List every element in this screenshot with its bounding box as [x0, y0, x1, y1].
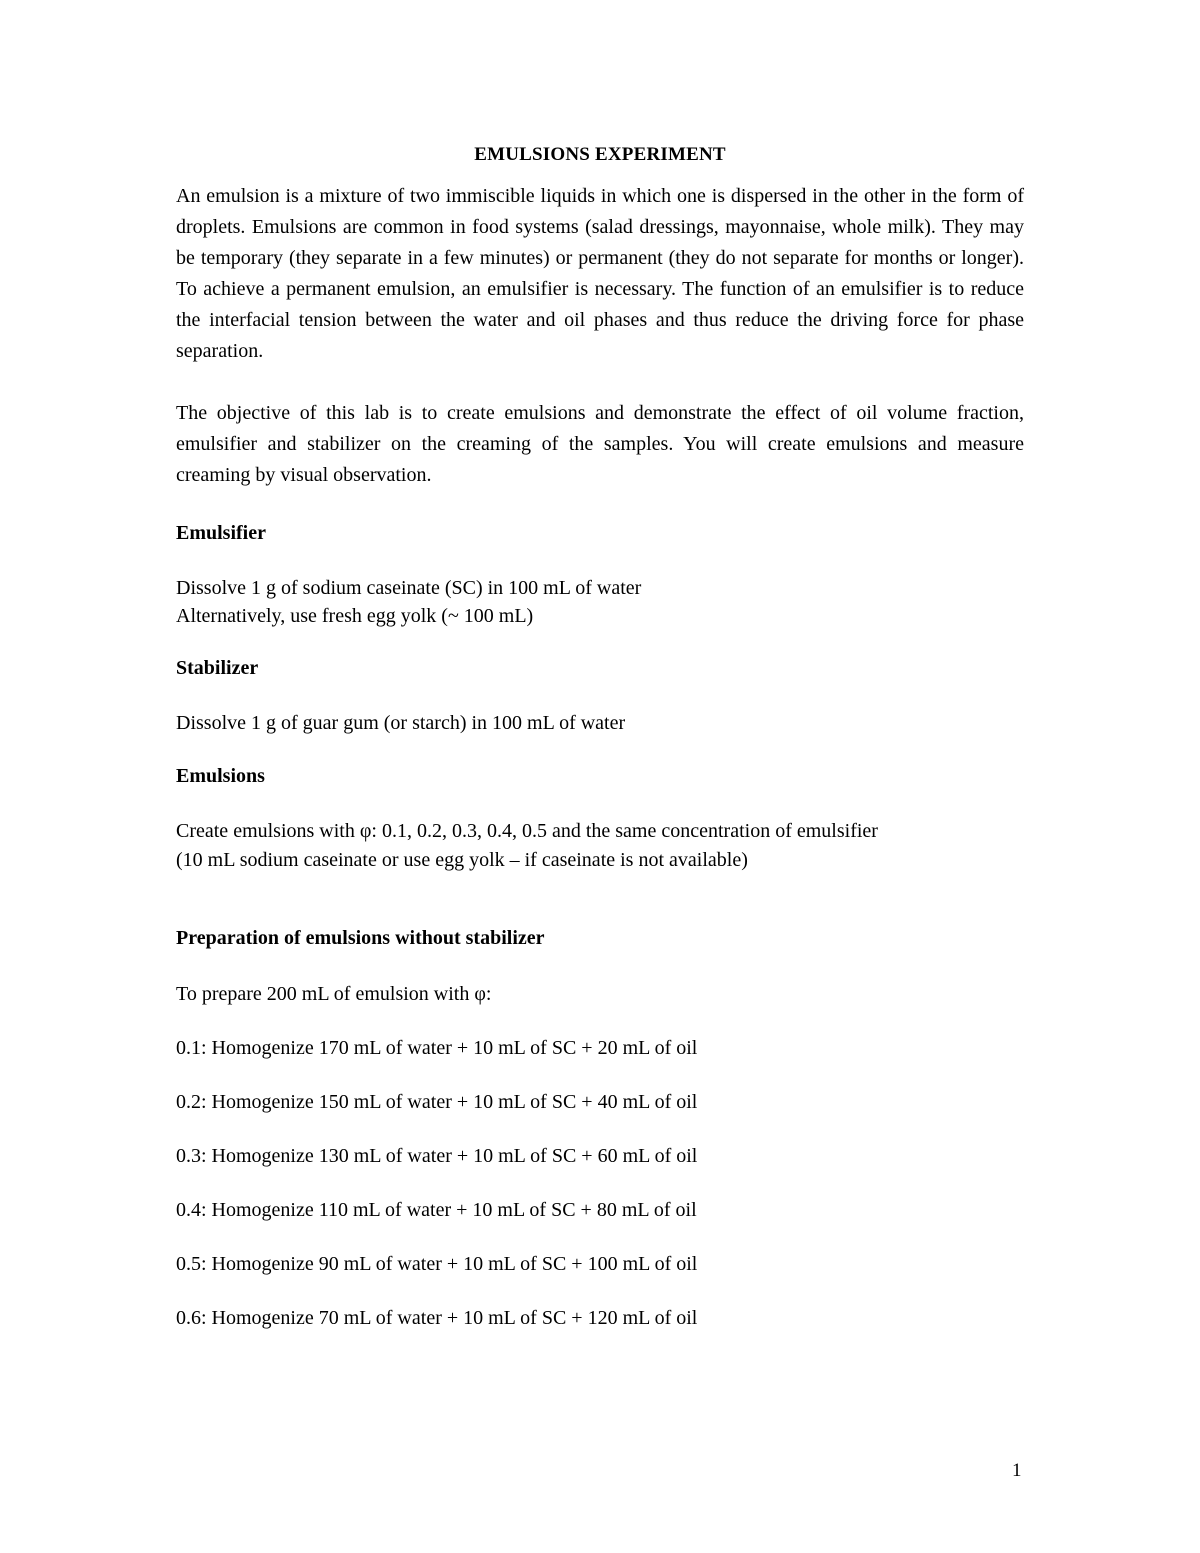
preparation-step: 0.4: Homogenize 110 mL of water + 10 mL of SC + 80 mL of oil — [176, 1199, 697, 1221]
emulsions-heading: Emulsions — [176, 765, 265, 787]
document-title: EMULSIONS EXPERIMENT — [474, 144, 726, 165]
preparation-step: 0.5: Homogenize 90 mL of water + 10 mL of SC + 100 mL of oil — [176, 1253, 698, 1275]
intro-paragraph: An emulsion is a mixture of two immiscible liquids in which one is dispersed in the other in the form of droplets. Emulsions are common in food systems (salad dressings, mayonnaise, whole milk). They may be temporary (they separate in a few minutes) or permanent (they do not separate for months or longer). To achieve a permanent emulsion, an emulsifier is necessary. The function of an emulsifier is to reduce the interfacial tension between the water and oil phases and thus reduce the driving force for phase separation. — [176, 185, 1024, 362]
preparation-step: 0.2: Homogenize 150 mL of water + 10 mL of SC + 40 mL of oil — [176, 1091, 698, 1113]
stabilizer-line: Dissolve 1 g of guar gum (or starch) in 100 mL of water — [176, 712, 626, 734]
emulsifier-line: Dissolve 1 g of sodium caseinate (SC) in 100 mL of water — [176, 577, 642, 599]
preparation-step: 0.6: Homogenize 70 mL of water + 10 mL of SC + 120 mL of oil — [176, 1307, 698, 1329]
emulsifier-alternative-line: Alternatively, use fresh egg yolk (~ 100 mL) — [176, 605, 534, 627]
preparation-step: 0.1: Homogenize 170 mL of water + 10 mL of SC + 20 mL of oil — [176, 1037, 698, 1059]
stabilizer-heading: Stabilizer — [176, 657, 259, 679]
emulsions-line: Create emulsions with φ: 0.1, 0.2, 0.3, 0.4, 0.5 and the same concentration of emulsifier — [176, 820, 878, 842]
emulsions-note-line: (10 mL sodium caseinate or use egg yolk – if caseinate is not available) — [176, 849, 748, 871]
preparation-step: 0.3: Homogenize 130 mL of water + 10 mL of SC + 60 mL of oil — [176, 1145, 698, 1167]
emulsifier-heading: Emulsifier — [176, 522, 266, 544]
page-number: 1 — [1012, 1460, 1022, 1481]
preparation-heading: Preparation of emulsions without stabilizer — [176, 927, 545, 949]
objective-paragraph: The objective of this lab is to create emulsions and demonstrate the effect of oil volume fraction, emulsifier and stabilizer on the creaming of the samples. You will create emulsions and measure creaming by visual observation. — [176, 402, 1024, 486]
preparation-intro: To prepare 200 mL of emulsion with φ: — [176, 983, 492, 1005]
